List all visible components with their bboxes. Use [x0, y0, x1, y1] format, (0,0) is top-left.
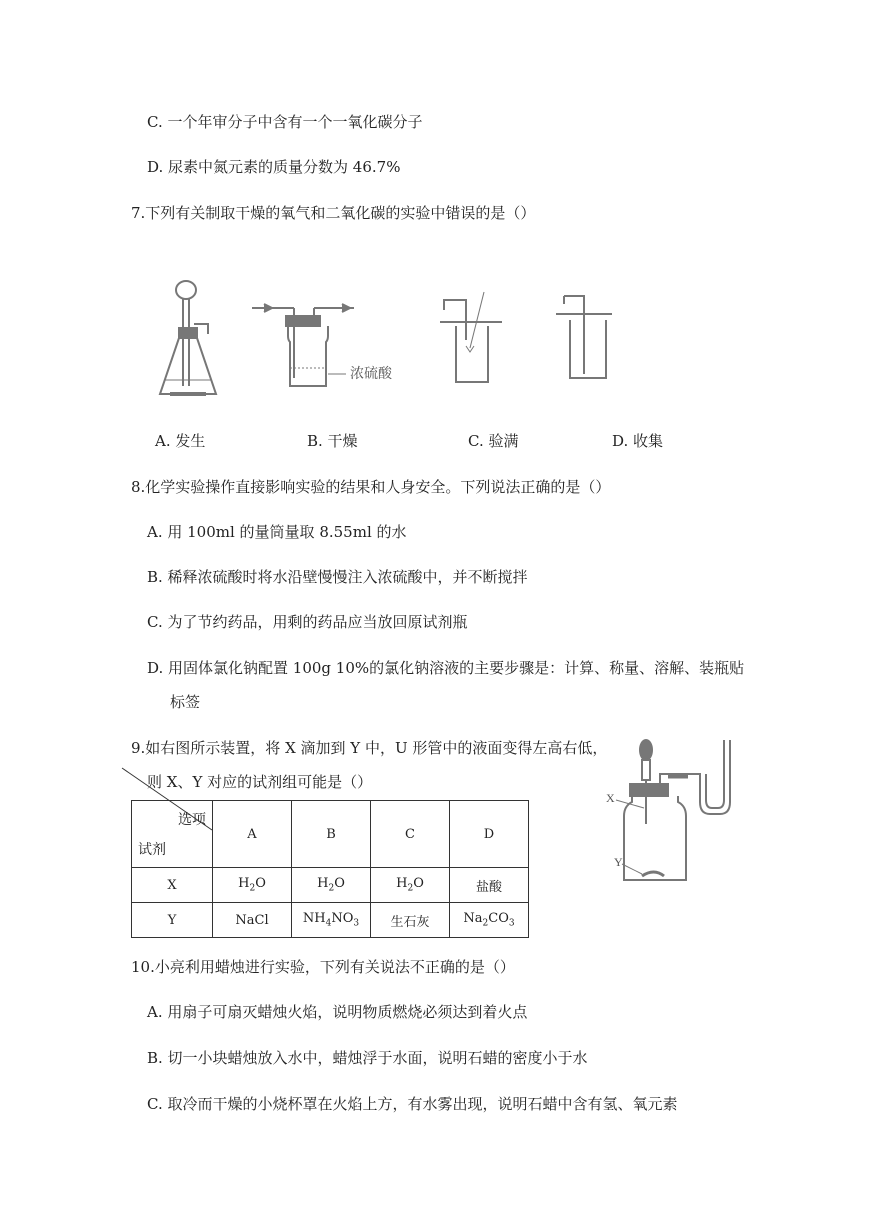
q9-stem-continued: 则 X、Y 对应的试剂组可能是（） [147, 773, 373, 791]
row-y-cell-b: $NH_4NO_3$ [292, 903, 371, 938]
q8-option-a: A. 用 100ml 的量筒量取 8.55ml 的水 [147, 523, 407, 541]
reagent-table [131, 800, 529, 938]
q6-option-c: C. 一个年审分子中含有一个一氧化碳分子 [147, 113, 423, 131]
row-y-label: Y [132, 903, 213, 938]
q10-stem: 10.小亮利用蜡烛进行实验，下列有关说法不正确的是（） [131, 958, 515, 976]
concentrated-sulfuric-acid-label: 浓硫酸 [350, 366, 392, 382]
row-y-cell-d: $Na_2CO_3$ [450, 903, 529, 938]
q10-option-a: A. 用扇子可扇灭蜡烛火焰，说明物质燃烧必须达到着火点 [147, 1003, 528, 1021]
q8-option-c: C. 为了节约药品，用剩的药品应当放回原试剂瓶 [147, 613, 468, 631]
q8-option-d: D. 用固体氯化钠配置 100g 10%的氯化钠溶液的主要步骤是：计算、称量、溶解、装瓶贴 [147, 659, 745, 677]
collecting-bottle-figure [550, 290, 620, 390]
gas-full-test-figure [436, 290, 506, 390]
table-corner-cell [132, 801, 213, 868]
u-tube-apparatus-figure [604, 736, 764, 888]
column-d-header: D [450, 801, 529, 868]
q10-option-c: C. 取冷而干燥的小烧杯罩在火焰上方，有水雾出现，说明石蜡中含有氢、氧元素 [147, 1095, 678, 1113]
caption-a: A. 发生 [155, 432, 206, 450]
row-x-cell-a: $H_2O$ [213, 868, 292, 903]
generator-apparatus-figure [150, 276, 230, 400]
q8-stem: 8.化学实验操作直接影响实验的结果和人身安全。下列说法正确的是（） [131, 478, 611, 496]
row-x-cell-b: $H_2O$ [292, 868, 371, 903]
column-b-header: B [292, 801, 371, 868]
q8-option-d-continued: 标签 [170, 693, 201, 711]
q7-stem: 7.下列有关制取干燥的氧气和二氧化碳的实验中错误的是（） [131, 204, 536, 222]
row-y-cell-c: 生石灰 [371, 903, 450, 938]
q10-option-b: B. 切一小块蜡烛放入水中，蜡烛浮于水面，说明石蜡的密度小于水 [147, 1049, 588, 1067]
column-c-header: C [371, 801, 450, 868]
q8-option-b: B. 稀释浓硫酸时将水沿壁慢慢注入浓硫酸中，并不断搅拌 [147, 568, 528, 586]
caption-d: D. 收集 [612, 432, 664, 450]
column-a-header: A [213, 801, 292, 868]
row-x-cell-d: 盐酸 [450, 868, 529, 903]
x-label: X [606, 791, 615, 805]
q9-stem: 9.如右图所示装置，将 X 滴加到 Y 中，U 形管中的液面变得左高右低， [131, 739, 608, 757]
drying-bottle-figure [250, 300, 360, 392]
caption-b: B. 干燥 [307, 432, 358, 450]
q6-option-d: D. 尿素中氮元素的质量分数为 46.7% [147, 158, 401, 176]
row-y-cell-a: NaCl [213, 903, 292, 938]
y-label: Y [614, 855, 623, 869]
caption-c: C. 验满 [468, 432, 519, 450]
corner-bottom-label: 试剂 [138, 842, 166, 858]
row-x-label: X [132, 868, 213, 903]
row-x-cell-c: $H_2O$ [371, 868, 450, 903]
corner-top-label: 选项 [178, 812, 206, 828]
